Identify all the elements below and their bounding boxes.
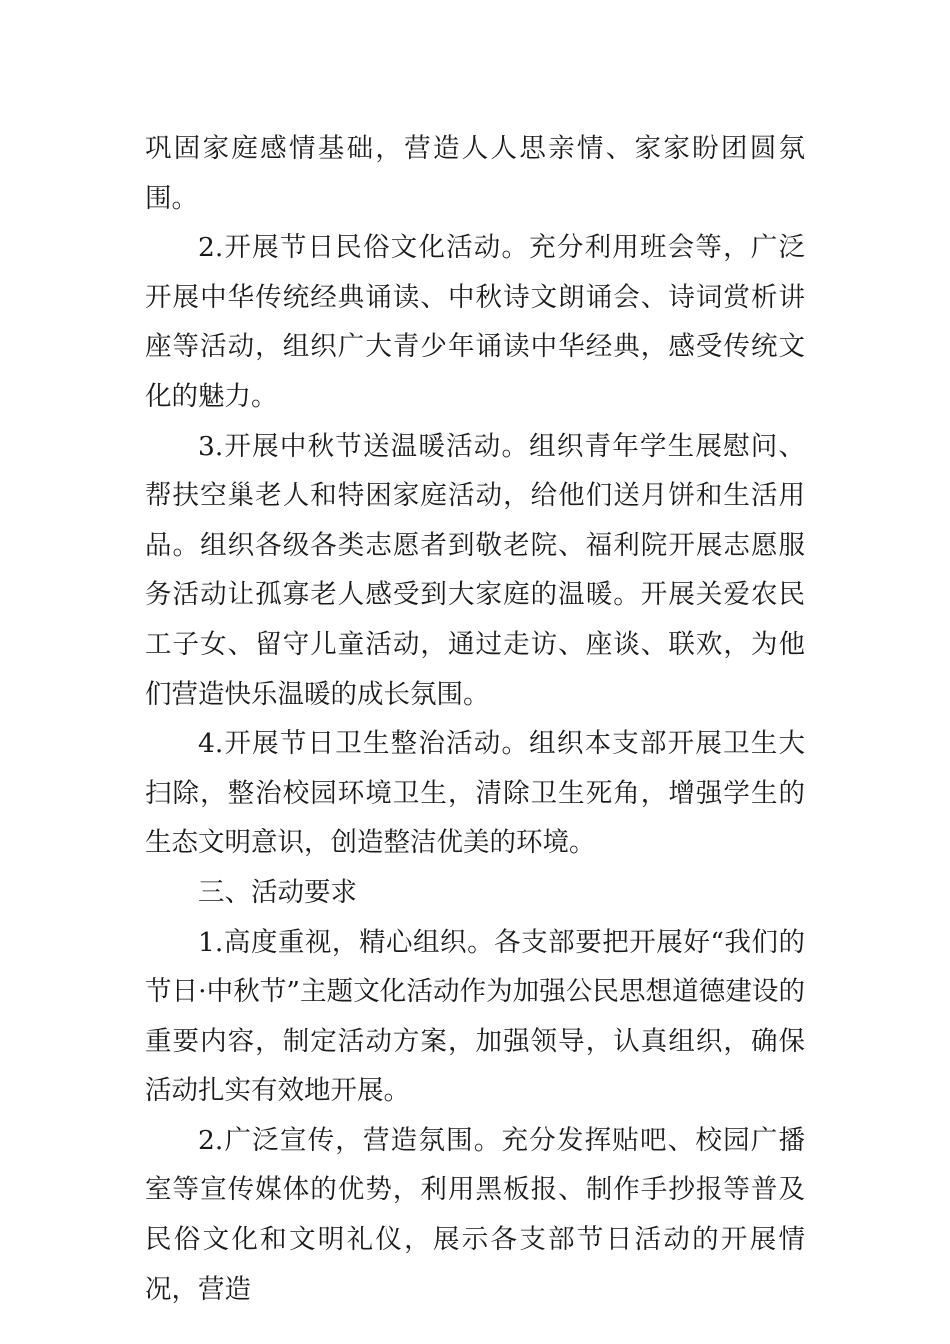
requirement-item-2: 2.广泛宣传，营造氛围。充分发挥贴吧、校园广播室等宣传媒体的优势，利用黑板报、制作手抄报等普及民俗文化和文明礼仪，展示各支部节日活动的开展情况，营造 bbox=[145, 1124, 805, 1305]
paragraph-continuation: 巩固家庭感情基础，营造人人思亲情、家家盼团圆氛围。 bbox=[145, 133, 805, 214]
paragraph-item-2: 2.开展节日民俗文化活动。充分利用班会等，广泛开展中华传统经典诵读、中秋诗文朗诵会、诗词赏析讲座等活动，组织广大青少年诵读中华经典，感受传统文化的魅力。 bbox=[145, 232, 805, 412]
paragraph-item-4: 4.开展节日卫生整治活动。组织本支部开展卫生大扫除，整治校园环境卫生，清除卫生死角，增强学生的生态文明意识，创造整洁优美的环境。 bbox=[145, 728, 805, 859]
paragraph-item-3: 3.开展中秋节送温暖活动。组织青年学生展慰问、帮扶空巢老人和特困家庭活动，给他们送月饼和生活用品。组织各级各类志愿者到敬老院、福利院开展志愿服务活动让孤寡老人感受到大家庭的温暖。开展关爱农民工子女、留守儿童活动，通过走访、座谈、联欢，为他们营造快乐温暖的成长氛围。 bbox=[145, 430, 805, 710]
document-body bbox=[145, 124, 805, 1314]
requirement-item-1: 1.高度重视，精心组织。各支部要把开展好“我们的节日·中秋节”主题文化活动作为加强公民思想道德建设的重要内容，制定活动方案，加强领导，认真组织，确保活动扎实有效地开展。 bbox=[145, 926, 805, 1107]
section-heading: 三、活动要求 bbox=[198, 876, 357, 908]
